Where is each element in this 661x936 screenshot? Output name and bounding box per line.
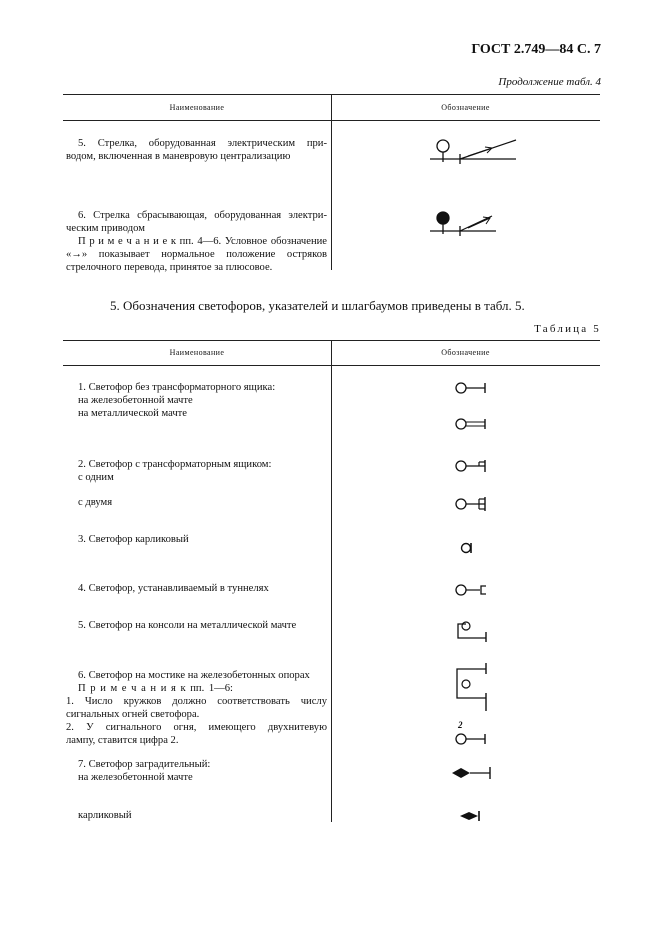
dwarf-signal-icon <box>458 540 478 556</box>
t5-row2-item-b: с двумя <box>78 497 113 508</box>
table4-row5-line2: водом, включенная в маневровую централизацию <box>66 151 291 162</box>
table-continuation-label: Продолжение табл. 4 <box>498 76 601 88</box>
electric-switch-icon <box>420 134 520 168</box>
table4-column-divider <box>331 94 332 270</box>
two-filament-digit: 2 <box>458 720 463 730</box>
t5-row3-title: 3. Светофор карликовый <box>78 534 189 545</box>
table4-col-name: Наименование <box>169 103 225 112</box>
t5-row7-title: 7. Светофор заградительный: <box>78 759 211 770</box>
t5-row2-title: 2. Светофор с трансформаторным ящиком: <box>78 459 272 470</box>
t5-row1-item-a: на железобетонной мачте <box>78 395 193 406</box>
barrier-signal-concrete-icon <box>450 765 494 781</box>
table4-row5-line1: 5. Стрелка, оборудованная электрическим при- <box>78 138 327 149</box>
t5-row6-note2-line2: лампу, ставится цифра 2. <box>66 735 179 746</box>
table4-row6-line2: ческим приводом <box>66 223 145 234</box>
t5-row2-item-a: с одним <box>78 472 114 483</box>
table5-caption: Таблица 5 <box>534 323 601 335</box>
barrier-signal-dwarf-icon <box>458 808 486 824</box>
signal-metal-mast-icon <box>450 417 490 431</box>
t5-row6-note1-line2: сигнальных огней светофора. <box>66 709 200 720</box>
signal-concrete-mast-icon <box>450 381 490 395</box>
table5-col-name: Наименование <box>169 348 225 357</box>
page-header: ГОСТ 2.749—84 С. 7 <box>471 42 601 57</box>
signal-one-transformer-icon <box>450 458 490 474</box>
t5-row4-title: 4. Светофор, устанавливаемый в туннелях <box>78 583 269 594</box>
table5-column-divider <box>331 340 332 822</box>
table4-col-symbol: Обозначение <box>441 103 490 112</box>
t5-row6-note1-line1: 1. Число кружков должно соответствовать числу <box>66 696 327 707</box>
tunnel-signal-icon <box>450 582 490 598</box>
table4-note-line3: стрелочного перевода, принятое за плюсовое. <box>66 262 273 273</box>
cantilever-signal-icon <box>452 618 492 642</box>
t5-row6-note-head: П р и м е ч а н и я к пп. 1—6: <box>78 683 233 694</box>
t5-row6-note2-line1: 2. У сигнального огня, имеющего двухнитевую <box>66 722 327 733</box>
t5-row7-item-a: на железобетонной мачте <box>78 772 193 783</box>
derail-switch-icon <box>420 206 520 240</box>
table5-col-symbol: Обозначение <box>441 348 490 357</box>
t5-row1-title: 1. Светофор без трансформаторного ящика: <box>78 382 276 393</box>
bridge-signal-icon <box>452 662 492 712</box>
table4-note-line2: «→» показывает нормальное положение остряков <box>66 249 327 260</box>
table4-note-line1: П р и м е ч а н и е к пп. 4—6. Условное обозначение <box>78 236 327 247</box>
t5-row7-item-b: карликовый <box>78 810 132 821</box>
signal-two-transformers-icon <box>450 496 490 512</box>
table4-row6-line1: 6. Стрелка сбрасывающая, оборудованная электри- <box>78 210 327 221</box>
section-paragraph: 5. Обозначения светофоров, указателей и шлагбаумов приведены в табл. 5. <box>110 298 525 313</box>
t5-row5-title: 5. Светофор на консоли на металлической мачте <box>78 620 297 631</box>
t5-row1-item-b: на металлической мачте <box>78 408 188 419</box>
t5-row6-title: 6. Светофор на мостике на железобетонных опорах <box>78 670 310 681</box>
two-filament-signal-icon <box>450 731 490 747</box>
